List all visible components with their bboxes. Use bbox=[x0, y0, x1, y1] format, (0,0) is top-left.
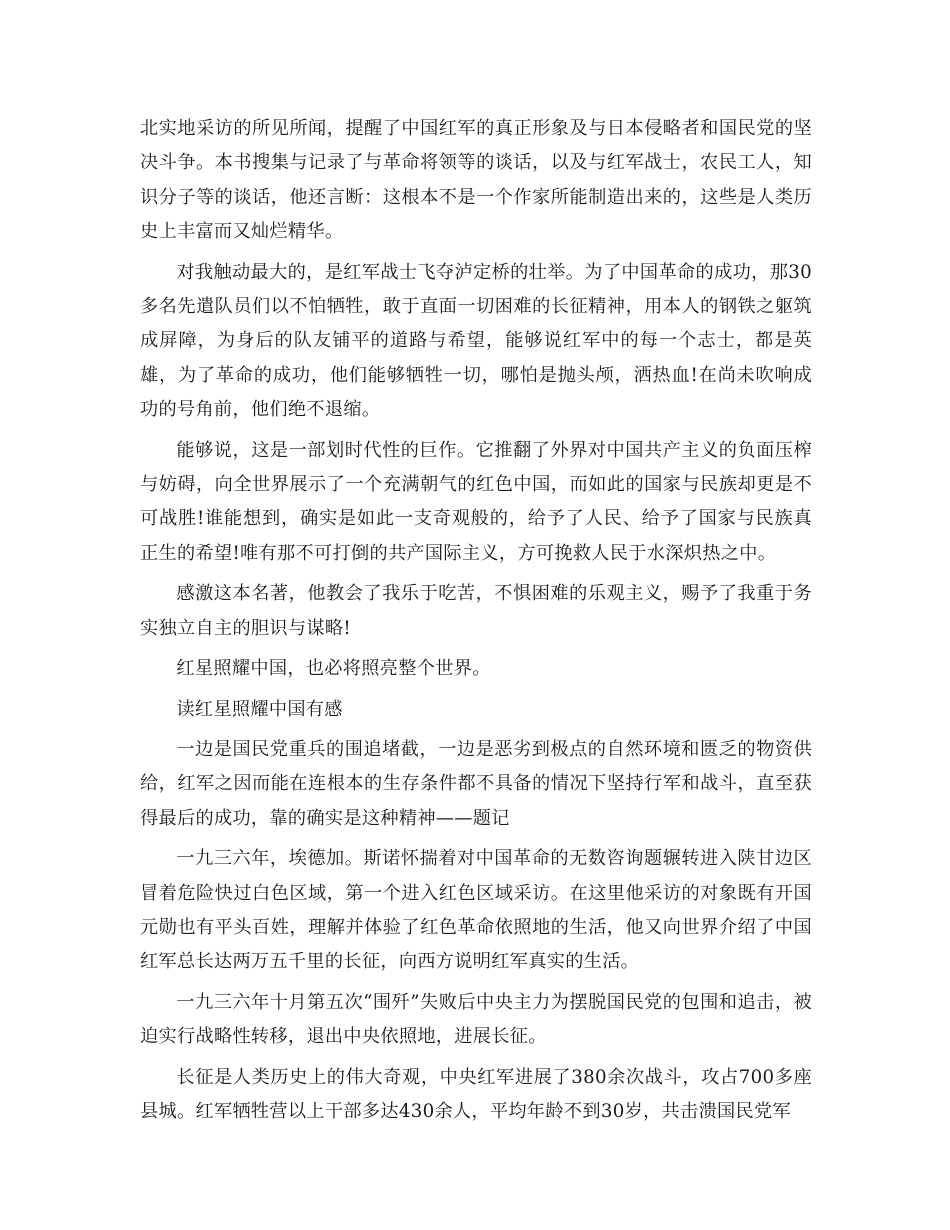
paragraph-10: 长征是人类历史上的伟大奇观，中央红军进展了380余次战斗，攻占700多座县城。红军牺牲营以上干部多达430余人，平均年龄不到30岁，共击溃国民党军 bbox=[140, 1066, 812, 1122]
document-body bbox=[140, 112, 812, 1135]
paragraph-8: 一九三六年，埃德加。斯诺怀揣着对中国革命的无数咨询题辗转进入陕甘边区冒着危险快过白色区域，第一个进入红色区域采访。在这里他采访的对象既有开国元勋也有平头百姓，理解并体验了红色革命依照地的生活，他又向世界介绍了中国红军总长达两万五千里的长征，向西方说明红军真实的生活。 bbox=[140, 848, 812, 973]
paragraph-4: 感激这本名著，他教会了我乐于吃苦，不惧困难的乐观主义，赐予了我重于务实独立自主的胆识与谋略! bbox=[140, 583, 812, 639]
paragraph-5: 红星照耀中国，也必将照亮整个世界。 bbox=[176, 658, 491, 680]
paragraph-9: 一九三六年十月第五次“围歼”失败后中央主力为摆脱国民党的包围和追击，被迫实行战略性转移，退出中央依照地，进展长征。 bbox=[140, 991, 812, 1048]
section-title: 读红星照耀中国有感 bbox=[176, 698, 343, 720]
paragraph-2: 对我触动最大的，是红军战士飞夺泸定桥的壮举。为了中国革命的成功，那30多名先遣队员们以不怕牺牲，敢于直面一切困难的长征精神，用本人的钢铁之躯筑成屏障，为身后的队友铺平的道路与希望，能够说红军中的每一个志士，都是英雄，为了革命的成功，他们能够牺牲一切，哪怕是抛头颅，洒热血!在尚未吹响成功的号角前，他们绝不退缩。 bbox=[140, 261, 812, 421]
paragraph-epigraph: 一边是国民党重兵的围追堵截，一边是恶劣到极点的自然环境和匮乏的物资供给，红军之因而能在连根本的生存条件都不具备的情况下坚持行军和战斗，直至获得最后的成功，靠的确实是这种精神——题记 bbox=[140, 738, 812, 829]
paragraph-3: 能够说，这是一部划时代性的巨作。它推翻了外界对中国共产主义的负面压榨与妨碍，向全世界展示了一个充满朝气的红色中国，而如此的国家与民族却更是不可战胜!谁能想到，确实是如此一支奇观般的，给予了人民、给予了国家与民族真正生的希望!唯有那不可打倒的共产国际主义，方可挽救人民于水深炽热之中。 bbox=[140, 439, 812, 564]
paragraph-1: 北实地采访的所见所闻，提醒了中国红军的真正形象及与日本侵略者和国民党的坚决斗争。本书搜集与记录了与革命将领等的谈话，以及与红军战士，农民工人，知识分子等的谈话，他还言断：这根本不是一个作家所能制造出来的，这些是人类历史上丰富而又灿烂精华。 bbox=[140, 118, 812, 243]
